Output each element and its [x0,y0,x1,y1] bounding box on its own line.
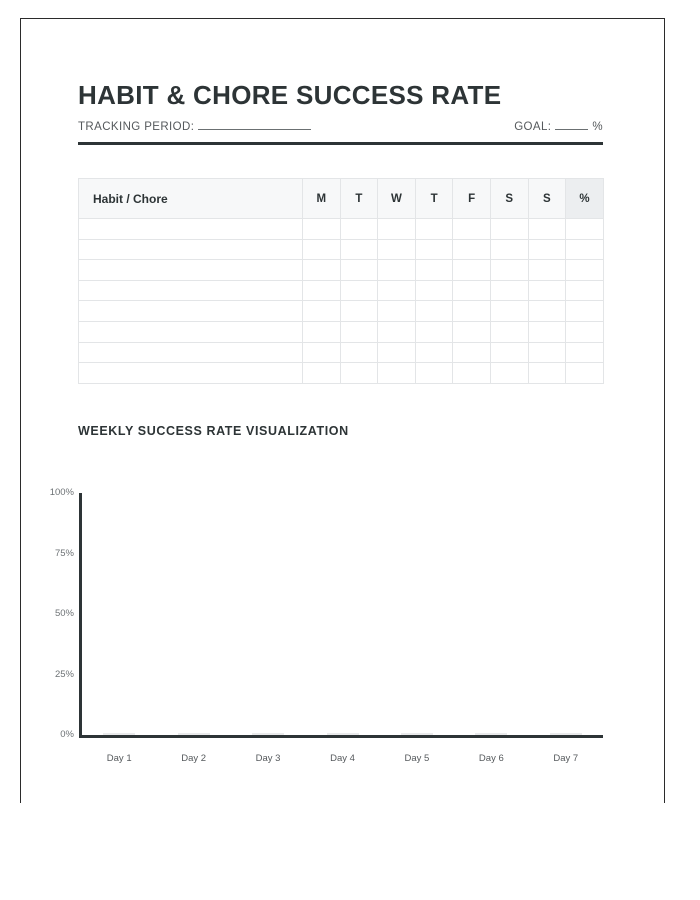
cell-percent[interactable] [566,239,604,260]
y-tick-label: 100% [49,487,74,498]
cell-day[interactable] [415,321,453,342]
chart-section-title: WEEKLY SUCCESS RATE VISUALIZATION [78,424,349,438]
column-header-wednesday: W [378,179,416,219]
x-tick-label: Day 5 [404,753,430,764]
cell-day[interactable] [303,239,341,260]
cell-day[interactable] [303,219,341,240]
cell-day[interactable] [490,280,528,301]
table-row [79,342,604,363]
cell-percent[interactable] [566,342,604,363]
y-tick-label: 0% [60,729,74,740]
cell-day[interactable] [490,219,528,240]
cell-day[interactable] [490,363,528,384]
x-tick-label: Day 3 [255,753,281,764]
cell-day[interactable] [340,321,378,342]
x-tick-label: Day 4 [330,753,355,764]
tracking-period-blank[interactable] [198,118,311,130]
cell-habit-name[interactable] [79,280,303,301]
goal-field[interactable] [514,118,603,133]
cell-day[interactable] [340,219,378,240]
cell-day[interactable] [378,239,416,260]
table-row [79,280,604,301]
page-frame [20,18,665,803]
cell-habit-name[interactable] [79,239,303,260]
cell-day[interactable] [528,260,566,281]
cell-habit-name[interactable] [79,363,303,384]
x-tick-label: Day 6 [478,753,504,764]
cell-day[interactable] [340,342,378,363]
cell-day[interactable] [340,280,378,301]
table-row [79,301,604,322]
table-row [79,260,604,281]
cell-day[interactable] [378,301,416,322]
cell-day[interactable] [453,342,491,363]
table-body [79,219,604,384]
cell-day[interactable] [528,301,566,322]
column-header-sunday: S [528,179,566,219]
cell-day[interactable] [415,342,453,363]
cell-day[interactable] [340,363,378,384]
table-row [79,239,604,260]
cell-day[interactable] [378,219,416,240]
cell-habit-name[interactable] [79,321,303,342]
cell-day[interactable] [303,301,341,322]
column-header-saturday: S [490,179,528,219]
page-title: HABIT & CHORE SUCCESS RATE [78,80,502,110]
cell-day[interactable] [528,342,566,363]
cell-day[interactable] [378,321,416,342]
cell-percent[interactable] [566,363,604,384]
cell-day[interactable] [490,260,528,281]
cell-day[interactable] [453,363,491,384]
cell-day[interactable] [378,342,416,363]
cell-habit-name[interactable] [79,342,303,363]
cell-day[interactable] [453,280,491,301]
cell-day[interactable] [303,260,341,281]
cell-percent[interactable] [566,321,604,342]
cell-day[interactable] [378,280,416,301]
cell-day[interactable] [303,321,341,342]
cell-day[interactable] [303,363,341,384]
cell-day[interactable] [528,280,566,301]
cell-day[interactable] [415,260,453,281]
cell-day[interactable] [378,363,416,384]
cell-day[interactable] [415,219,453,240]
table-row [79,321,604,342]
cell-habit-name[interactable] [79,260,303,281]
cell-day[interactable] [528,219,566,240]
cell-day[interactable] [453,239,491,260]
column-header-percent: % [566,179,604,219]
cell-day[interactable] [415,363,453,384]
cell-day[interactable] [453,321,491,342]
cell-percent[interactable] [566,280,604,301]
column-header-tuesday: T [340,179,378,219]
x-tick-label: Day 7 [553,753,579,764]
y-tick-label: 25% [54,668,74,680]
cell-percent[interactable] [566,301,604,322]
y-tick-label: 50% [54,608,74,619]
cell-day[interactable] [303,280,341,301]
cell-day[interactable] [303,342,341,363]
cell-day[interactable] [490,239,528,260]
table-header-row [79,179,604,219]
table-header [79,179,604,219]
cell-percent[interactable] [566,219,604,240]
cell-day[interactable] [528,239,566,260]
column-header-friday: F [453,179,491,219]
cell-day[interactable] [453,301,491,322]
cell-day[interactable] [340,260,378,281]
table-row [79,219,604,240]
cell-percent[interactable] [566,260,604,281]
cell-day[interactable] [528,321,566,342]
tracking-period-label: TRACKING PERIOD: [78,121,195,133]
cell-day[interactable] [415,301,453,322]
goal-label: GOAL: [514,121,552,133]
cell-habit-name[interactable] [79,219,303,240]
table-row [79,363,604,384]
x-tick-label: Day 1 [106,753,132,764]
cell-day[interactable] [490,321,528,342]
meta-row [78,118,603,133]
cell-day[interactable] [340,239,378,260]
column-header-monday: M [303,179,341,219]
goal-blank[interactable] [555,118,588,130]
cell-day[interactable] [453,219,491,240]
cell-day[interactable] [490,342,528,363]
habit-tracking-table [78,178,604,384]
cell-day[interactable] [490,301,528,322]
cell-day[interactable] [415,239,453,260]
cell-day[interactable] [453,260,491,281]
cell-day[interactable] [528,363,566,384]
header-divider [78,142,603,145]
column-header-thursday: T [415,179,453,219]
cell-day[interactable] [340,301,378,322]
tracking-period-field[interactable] [78,118,315,133]
cell-day[interactable] [378,260,416,281]
column-header-habit: Habit / Chore [79,179,303,219]
cell-day[interactable] [415,280,453,301]
x-tick-label: Day 2 [181,753,207,764]
cell-habit-name[interactable] [79,301,303,322]
y-tick-label: 75% [54,547,74,559]
goal-unit: % [592,121,603,133]
